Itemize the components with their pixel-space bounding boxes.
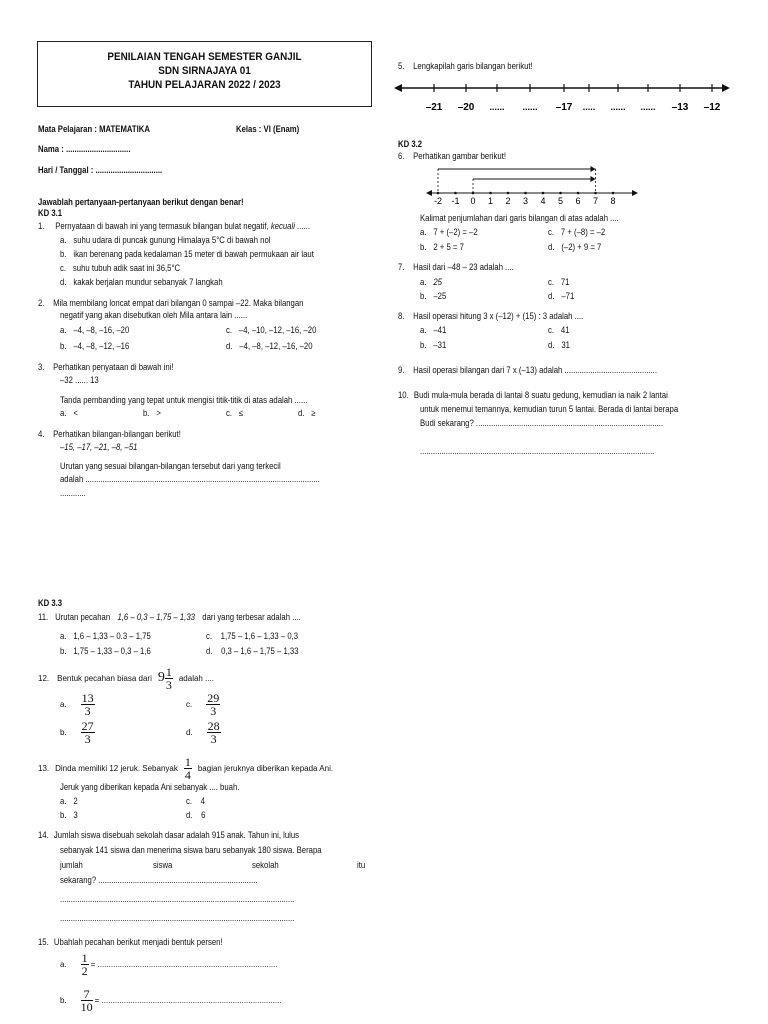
q6-right-arrow [632,190,638,196]
q7-option-b: b. –25 [420,291,447,301]
q5-tick-label: ...... [610,102,626,112]
q5-tick-label: –20 [457,102,475,113]
q2-option-a: a. –4, –8, –16, –20 [60,325,130,335]
question-4-numbers: –15, –17, –21, –8, –51 [60,442,138,452]
q5-tick-label: –13 [671,102,689,113]
question-4-answer-line-2: ............ [60,488,86,498]
q3-option-b: b. > [143,408,161,418]
question-6-prompt: Kalimat penjumlahan dari garis bilangan di atas adalah .... [420,213,619,223]
q6-tick-dot [612,192,615,195]
q6-option-c: c. 7 + (–8) = –2 [548,227,606,237]
question-4-answer-line: adalah ............................................................................................................. [60,474,320,484]
question-5: 5. Lengkapilah garis bilangan berikut! [398,61,533,71]
question-14-line-2: sebanyak 141 siswa dan menerima siswa baru sebanyak 180 siswa. Berapa [60,845,322,855]
q5-tick-label: ...... [489,102,505,112]
q15-item-b: b. $\frac{7}{10}$ = ................................................................................. [60,987,282,1014]
class-label: Kelas : VI (Enam) [236,124,300,134]
question-14-answer-line: sekarang? .......................................................................... [60,875,258,885]
kd-3-1-heading: KD 3.1 [38,208,63,218]
q12-fraction: $\frac{1}{3}$ [165,664,172,692]
q8-option-a: a. –41 [420,325,447,335]
question-3-prompt: Tanda pembanding yang tepat untuk mengisi titik-titik di atas adalah ...... [60,395,308,405]
q8-option-c: c. 41 [548,325,570,335]
q6-option-a: a. 7 + (–2) = –2 [420,227,478,237]
question-15: 15. Ubahlah pecahan berikut menjadi bentuk persen! [38,937,223,947]
kd-3-3-heading: KD 3.3 [38,598,63,608]
q1-option-b: b. ikan berenang pada kedalaman 15 meter di bawah permukaan air laut [60,249,314,259]
q3-option-c: c. ≤ [226,408,244,418]
q6-option-d: d. (–2) + 9 = 7 [548,242,602,252]
q13-option-a: a. 2 [60,796,78,806]
q6-upper-arrowhead [591,166,596,172]
q7-option-c: c. 71 [548,277,570,287]
q2-option-b: b. –4, –8, –12, –16 [60,341,130,351]
q11-option-d: d. 0,3 – 1,6 – 1,75 – 1,33 [206,646,299,656]
q5-number-line [394,80,732,116]
q11-option-c: c. 1,75 – 1,6 – 1,33 – 0,3 [206,631,299,641]
q6-tick-dot [454,192,457,195]
question-11: 11. Urutan pecahan 1,6 – 0,3 – 1,75 – 1,33 dari yang terbesar adalah .... [38,612,301,622]
question-10-line-3: Budi sekarang? ....................................................................................... [420,418,664,428]
q15-item-a: a. $\frac{1}{2}$ = ................................................................................. [60,951,278,978]
question-10-answer-line: ............................................................................................................. [420,446,655,456]
q12-option-a: a. $\frac{13}{3}$ [60,691,94,718]
question-13-line-2: Jeruk yang diberikan kepada Ani sebanyak .... buah. [60,782,240,792]
q3-option-d: d. ≥ [298,408,316,418]
q2-option-d: d. –4, –8, –12, –16, –20 [226,341,313,351]
q5-right-arrow [722,84,730,92]
q7-option-d: d. –71 [548,291,575,301]
question-14: 14. Jumlah siswa disebuah sekolah dasar adalah 915 anak. Tahun ini, lulus [38,830,300,840]
header-title: PENILAIAN TENGAH SEMESTER GANJIL [107,51,302,63]
q5-tick-label: –12 [703,102,721,113]
q6-tick-label: -1 [451,196,460,206]
question-14-line-3: jumlah [60,860,83,870]
question-3-expression: –32 ...... 13 [60,375,99,385]
q6-tick-dot [524,192,527,195]
date-field: Hari / Tanggal : ............................... [38,165,163,175]
instruction: Jawablah pertanyaan-pertanyaan berikut dengan benar! [38,197,244,207]
q6-tick-label: 2 [505,196,511,206]
question-7: 7. Hasil dari –48 – 23 adalah .... [398,262,514,272]
q5-tick-label: ..... [582,102,596,112]
name-field: Nama : .............................. [38,144,131,154]
q13-option-b: b. 3 [60,810,78,820]
question-2: 2. Mila membilang loncat empat dari bilangan 0 sampai –22. Maka bilangan [38,298,304,308]
q5-tick-label: ...... [640,102,656,112]
question-8: 8. Hasil operasi hitung 3 x (–12) + (15) : 3 adalah .... [398,311,584,321]
exam-header [37,41,372,107]
question-12: 12. Bentuk pecahan biasa dari 9 $\frac{1}{3}$ adalah .... [38,664,214,692]
kd-3-2-heading: KD 3.2 [398,139,423,149]
q6-tick-label: 3 [522,196,529,206]
q12-option-d: d. $\frac{28}{3}$ [186,719,220,746]
q1-option-d: d. kakak berjalan mundur sebanyak 7 langkah [60,277,223,287]
question-9: 9. Hasil operasi bilangan dari 7 x (–13) adalah ........................................... [398,365,657,375]
header-school: SDN SIRNAJAYA 01 [158,65,251,77]
q6-tick-label: 0 [470,196,476,206]
q5-tick-label: –21 [425,102,443,113]
q6-tick-label: -2 [433,196,443,206]
q7-option-a: a. 25 [420,277,442,287]
q6-tick-dot [507,192,510,195]
q3-option-a: a. < [60,408,78,418]
q6-tick-label: 4 [540,196,546,206]
q6-number-line [424,163,644,209]
question-10: 10. Budi mula-mula berada di lantai 8 suatu gedung, kemudian ia naik 2 lantai [398,390,668,400]
question-14-line-3c: sekolah [252,860,279,870]
q1-option-c: c. suhu tubuh adik saat ini 36,5°C [60,263,181,273]
question-14-line-3d: itu [357,860,366,870]
subject-label: Mata Pelajaran : MATEMATIKA [38,124,150,134]
q13-option-c: c. 4 [186,796,205,806]
q13-option-d: d. 6 [186,810,206,820]
question-4-prompt: Urutan yang sesuai bilangan-bilangan tersebut dari yang terkecil [60,461,281,471]
q6-left-arrow [426,190,432,196]
q12-option-b: b. $\frac{27}{3}$ [60,719,94,746]
q6-tick-label: 8 [610,196,616,206]
q6-tick-label: 6 [575,196,581,206]
question-10-line-2: untuk menemui temannya, kemudian turun 5 lantai. Berada di lantai berapa [420,404,679,414]
q6-lower-arrowhead [591,176,596,182]
question-6: 6. Perhatikan gambar berikut! [398,151,506,161]
question-13: 13. Dinda memiliki 12 jeruk. Sebanyak $\frac{1}{4}$ bagian jeruknya diberikan kepada Ani. [38,754,334,782]
q2-option-c: c. –4, –10, –12, –16, –20 [226,325,317,335]
question-1: 1. Pernyataan di bawah ini yang termasuk bilangan bulat negatif, kecuali ...... [38,221,310,231]
q6-tick-dot [489,192,492,195]
q11-option-b: b. 1,75 – 1,33 – 0,3 – 1,6 [60,646,151,656]
q8-option-d: d. 31 [548,340,570,350]
q8-option-b: b. –31 [420,340,447,350]
q6-tick-dot [559,192,562,195]
question-14-line-3b: siswa [153,860,173,870]
q5-tick-label: ...... [522,102,538,112]
q6-tick-dot [542,192,545,195]
q6-tick-dot [577,192,580,195]
question-4: 4. Perhatikan bilangan-bilangan berikut! [38,429,181,439]
q6-tick-label: 1 [487,196,494,206]
q12-option-c: c. $\frac{29}{3}$ [186,691,220,718]
q6-option-b: b. 2 + 5 = 7 [420,242,464,252]
question-14-answer-line-2: ............................................................................................................. [60,894,295,904]
q6-tick-label: 5 [557,196,564,206]
question-3: 3. Perhatikan penyataan di bawah ini! [38,362,174,372]
q11-option-a: a. 1,6 – 1,33 – 0.3 – 1,75 [60,631,151,641]
q5-tick-label: –17 [555,102,573,113]
q6-tick-label: 7 [592,196,599,206]
question-14-answer-line-3: ............................................................................................................. [60,913,295,923]
question-2-line-2: negatif yang akan disebutkan oleh Mila antara lain ...... [60,310,248,320]
q5-left-arrow [394,84,402,92]
q13-fraction: $\frac{1}{4}$ [184,754,191,782]
header-year: TAHUN PELAJARAN 2022 / 2023 [128,79,281,91]
q1-option-a: a. suhu udara di puncak gunung Himalaya 5°C di bawah nol [60,235,271,245]
